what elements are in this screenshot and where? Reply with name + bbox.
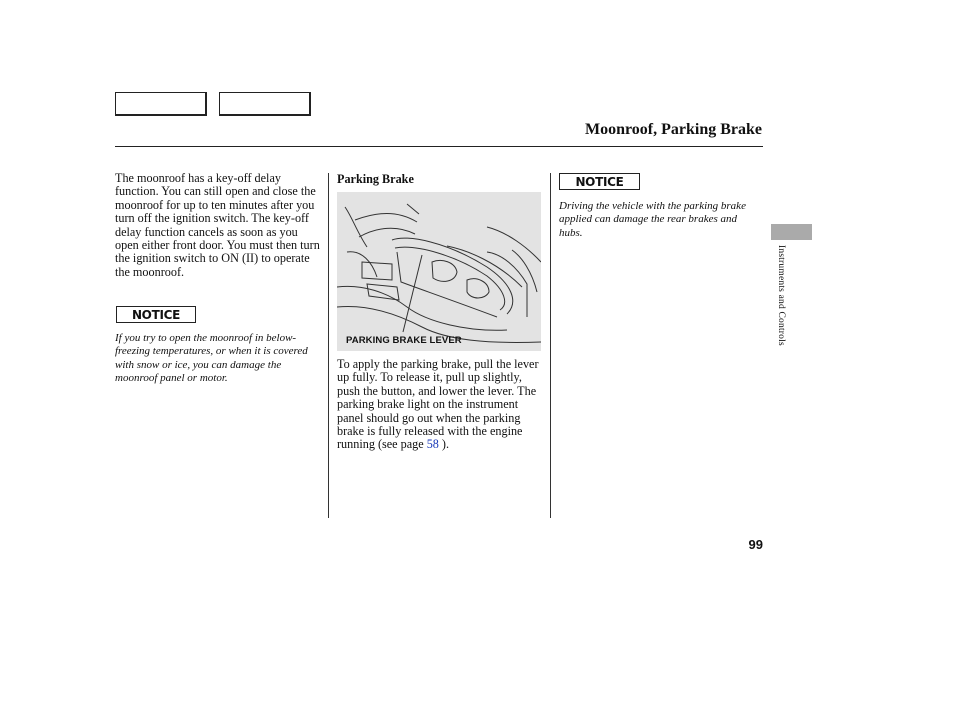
- parking-brake-illustration: [337, 192, 541, 351]
- moonroof-paragraph: The moonroof has a key-off delay function. You can still open and close the moonroof for up to ten minutes after you turn off the ignition switch. The key-off delay function cancels as soon as you open either front door. You must then turn the ignition switch to ON (II) to operate the moonroof.: [115, 171, 320, 279]
- page-number: 99: [748, 537, 763, 552]
- next-page-button[interactable]: [219, 92, 311, 116]
- parking-brake-paragraph: [337, 358, 545, 452]
- previous-page-button[interactable]: [115, 92, 207, 116]
- parking-brake-figure: [337, 192, 541, 351]
- paragraph-text-end: ).: [438, 437, 450, 452]
- page-58-link[interactable]: 58: [426, 437, 439, 452]
- page-title: Moonroof, Parking Brake: [584, 121, 762, 138]
- section-label: Instruments and Controls: [776, 245, 786, 346]
- column-divider: [328, 173, 329, 518]
- moonroof-notice-text: If you try to open the moonroof in below-freezing temperatures, or when it is covered with snow or ice, you can damage the moonroof panel or motor.: [115, 332, 308, 384]
- section-tab[interactable]: [771, 224, 812, 240]
- section-heading: Parking Brake: [337, 172, 414, 186]
- column-divider: [550, 173, 551, 518]
- figure-caption: PARKING BRAKE LEVER: [346, 335, 462, 346]
- paragraph-text: To apply the parking brake, pull the lever up fully. To release it, pull up slightly, push the button, and lower the lever. The parking brake light on the instrument panel should go out when the parking brake is fully released with the engine running (see page: [337, 357, 539, 452]
- notice-badge: NOTICE: [559, 173, 640, 190]
- notice-badge: NOTICE: [116, 306, 196, 323]
- title-rule: [115, 146, 763, 147]
- parking-brake-notice-text: Driving the vehicle with the parking brake applied can damage the rear brakes and hubs.: [559, 200, 746, 239]
